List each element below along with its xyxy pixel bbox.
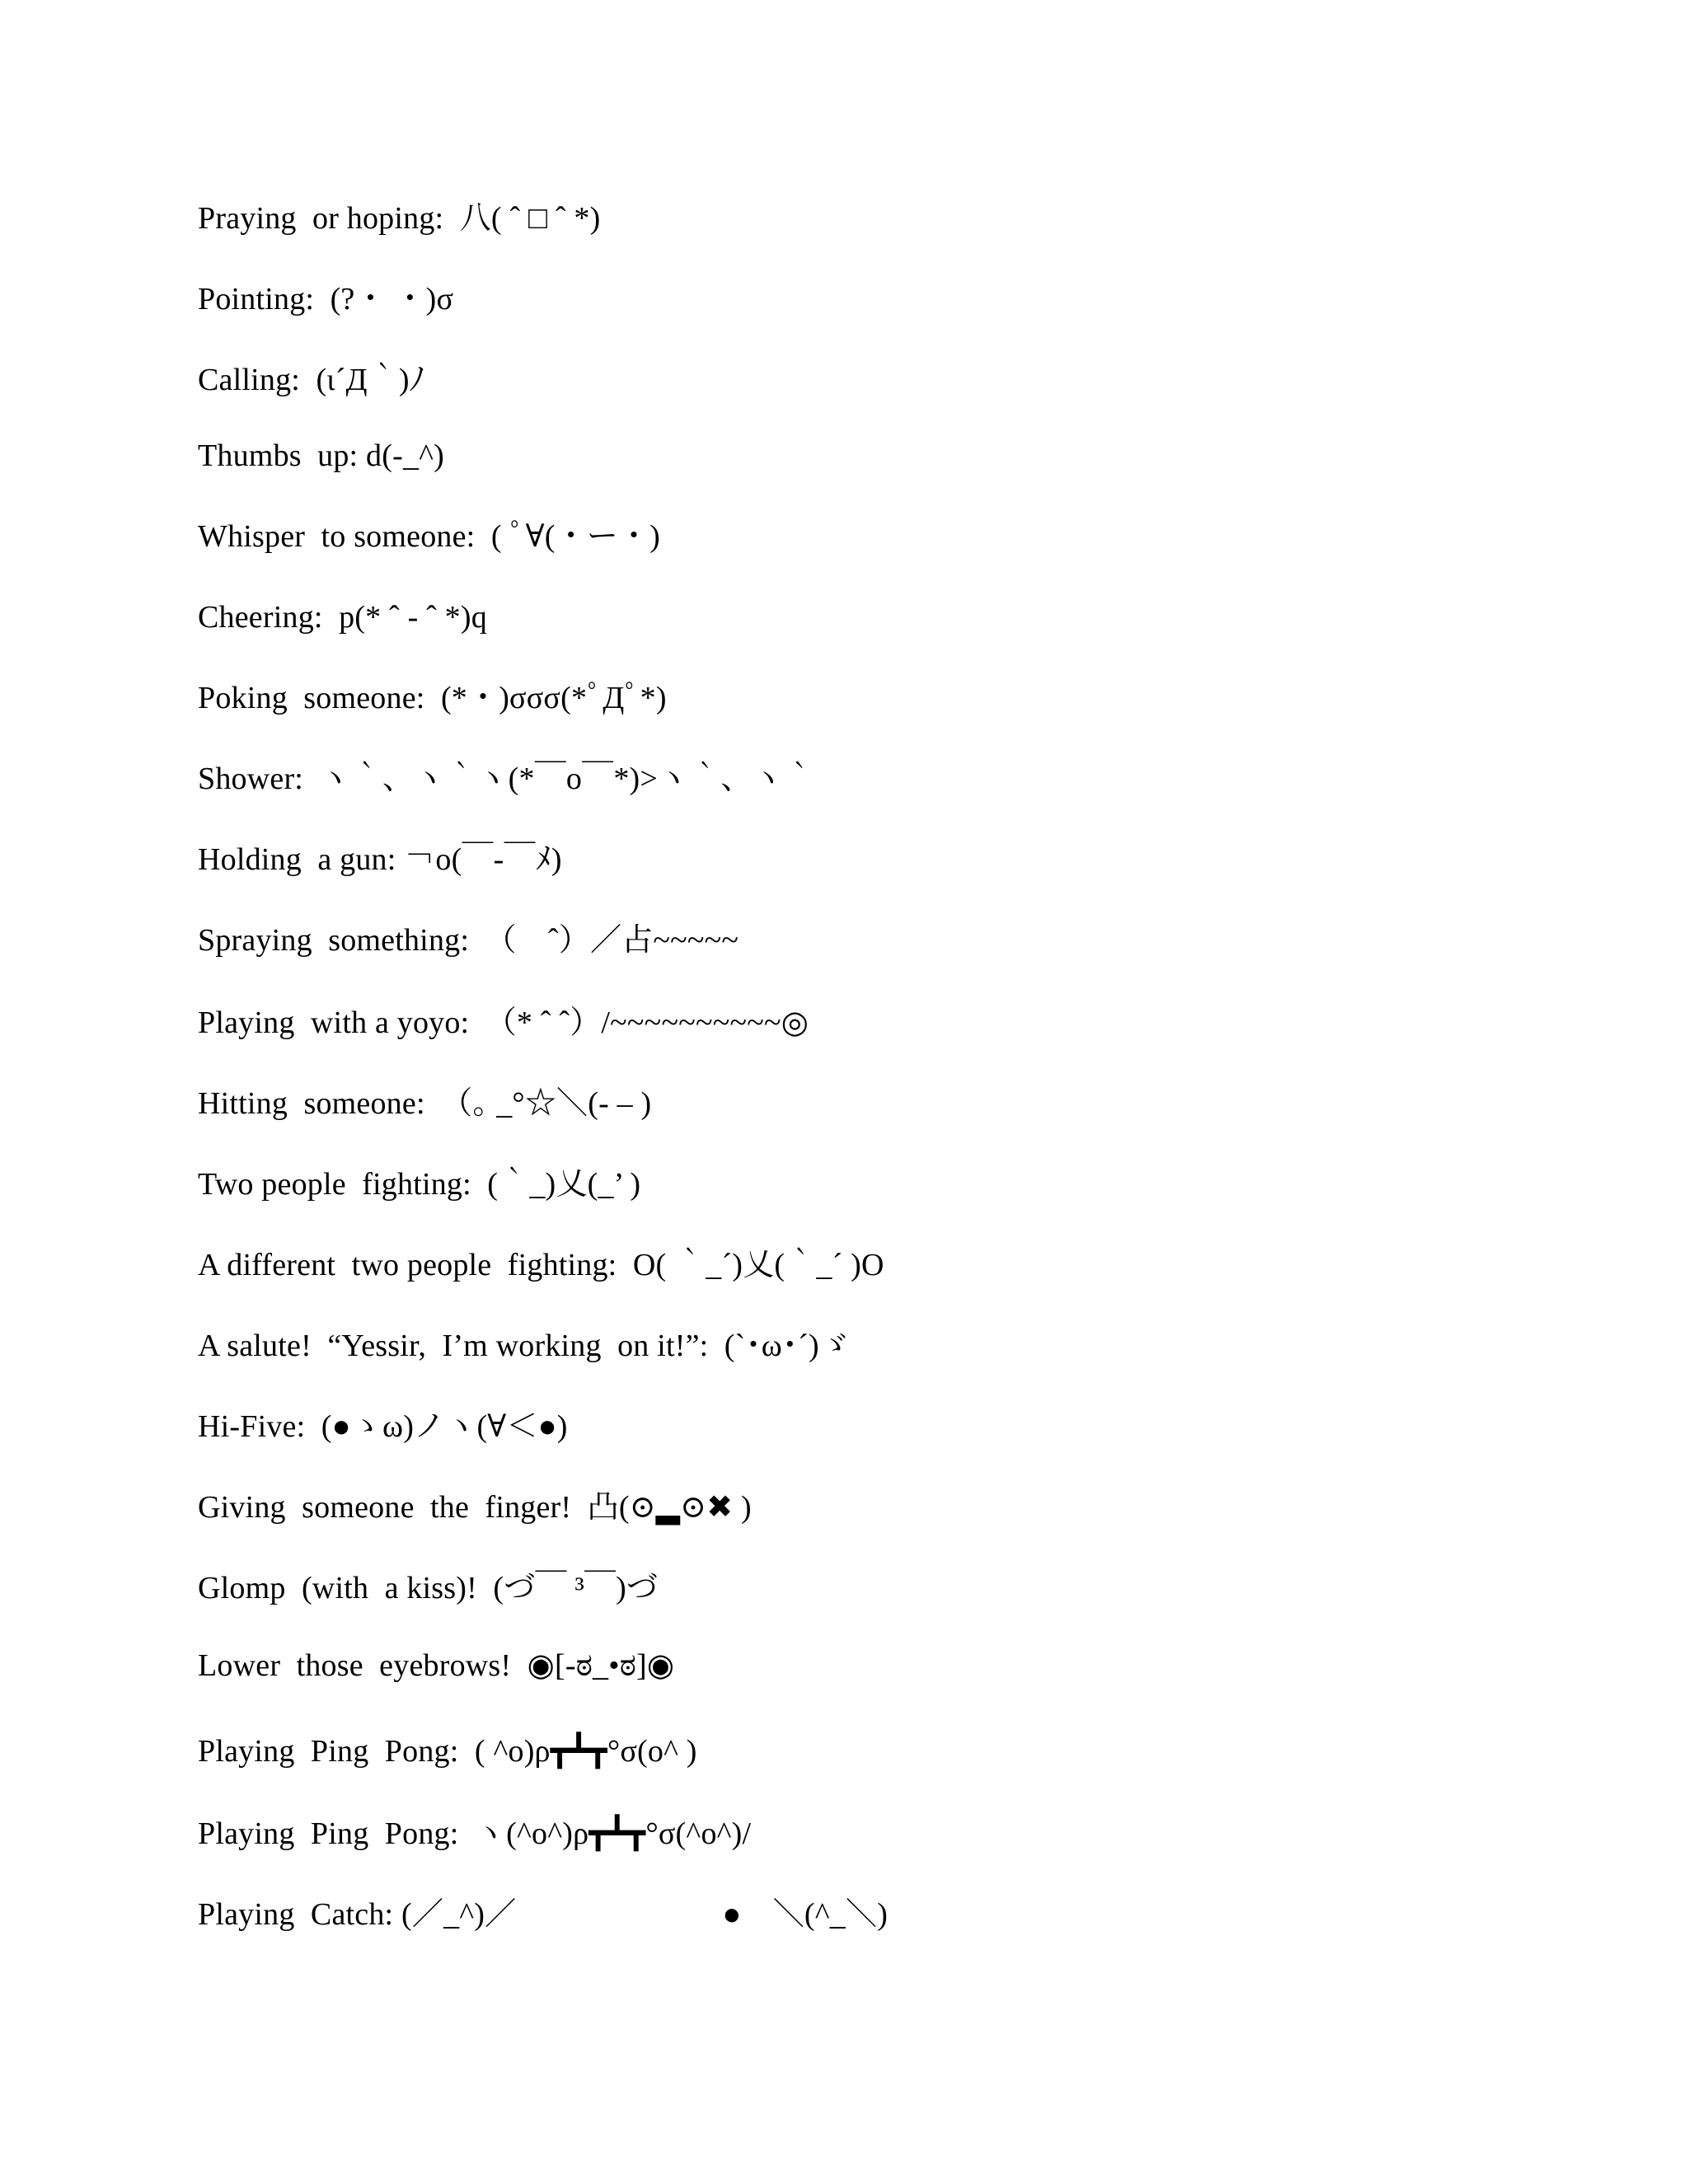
emoticon-left: (／_^)／ xyxy=(401,1897,517,1932)
line-catch xyxy=(198,1896,888,1933)
line-finger xyxy=(198,1488,752,1526)
emoticon: (*・)σσσ(*ﾟДﾟ*) xyxy=(440,681,667,715)
label: Playing Ping Pong: xyxy=(198,1734,459,1769)
emoticon: ( ^o)ρ┳┻┳°σ(o^ ) xyxy=(474,1734,697,1769)
line-cheering xyxy=(198,598,487,636)
label: Playing Catch: xyxy=(198,1897,394,1932)
label: Giving someone the finger! xyxy=(198,1490,572,1525)
line-praying xyxy=(198,199,600,237)
emoticon: 八( ˆ □ ˆ *) xyxy=(459,201,601,236)
label: Thumbs up: xyxy=(198,438,359,473)
label: Hitting someone: xyxy=(198,1086,425,1121)
line-glomp xyxy=(198,1569,658,1607)
emoticon: ￢o(￣-￣ﾒ) xyxy=(404,842,562,877)
label: Playing Ping Pong: xyxy=(198,1816,459,1851)
line-ping-pong-1 xyxy=(198,1732,697,1770)
label: Lower those eyebrows! xyxy=(198,1648,512,1683)
emoticon: 凸(⊙▂⊙✖ ) xyxy=(587,1490,752,1525)
emoticon: (｀_)乂(_’ ) xyxy=(487,1167,641,1202)
label: Praying or hoping: xyxy=(198,201,444,236)
line-poking xyxy=(198,679,667,717)
line-different-fighting xyxy=(198,1246,884,1284)
line-whisper xyxy=(198,518,660,555)
emoticon: O( ｀_´)乂(｀_´ )O xyxy=(632,1248,884,1282)
emoticon: d(-_^) xyxy=(366,438,445,473)
label: A different two people fighting: xyxy=(198,1248,617,1282)
emoticon: (?・ ・)σ xyxy=(330,282,454,316)
emoticon-right: ● ＼(^_＼) xyxy=(722,1897,889,1932)
label: Cheering: xyxy=(198,600,323,635)
emoticon: （ ˆ）／占~~~~~ xyxy=(485,923,739,958)
emoticon: (づ￣ ³￣)づ xyxy=(493,1571,659,1605)
line-salute xyxy=(198,1327,851,1365)
line-thumbs-up xyxy=(198,437,444,475)
line-hitting xyxy=(198,1085,651,1122)
line-pointing xyxy=(198,280,453,318)
line-ping-pong-2 xyxy=(198,1815,751,1853)
label: Glomp (with a kiss)! xyxy=(198,1571,477,1605)
emoticon: ( ﾟ∀(・ー・) xyxy=(490,519,661,554)
line-holding-gun xyxy=(198,841,562,879)
label: Holding a gun: xyxy=(198,842,396,877)
line-yoyo xyxy=(198,1004,809,1042)
emoticon: （｡ _°☆＼(- – ) xyxy=(441,1086,652,1121)
line-hi-five xyxy=(198,1408,568,1446)
label: Whisper to someone: xyxy=(198,519,476,554)
label: Shower: xyxy=(198,762,304,796)
line-calling xyxy=(198,361,425,399)
label: Spraying something: xyxy=(198,923,470,958)
label: Hi-Five: xyxy=(198,1409,306,1444)
emoticon: (ι´Д｀)ﾉ xyxy=(316,363,425,397)
emoticon: (●ゝω)ノヽ(∀＜●) xyxy=(321,1409,568,1444)
label: Playing with a yoyo: xyxy=(198,1005,470,1040)
emoticon: ヽ(^o^)ρ┳┻┳°σ(^o^)/ xyxy=(474,1816,752,1851)
emoticon: （* ˆ ˆ）/~~~~~~~~~~◎ xyxy=(485,1005,809,1040)
emoticon: p(* ˆ - ˆ *)q xyxy=(339,600,487,635)
label: Calling: xyxy=(198,363,301,397)
line-spraying xyxy=(198,921,738,959)
line-shower xyxy=(198,760,815,798)
emoticon: ヽ｀、ヽ｀ヽ(*￣o￣*)>ヽ｀、ヽ｀ xyxy=(319,762,816,796)
emoticon: (`･ω･´)ゞ xyxy=(724,1329,851,1363)
line-eyebrows xyxy=(198,1647,674,1685)
label: A salute! “Yessir, I’m working on it!”: xyxy=(198,1329,709,1363)
line-two-people-fighting xyxy=(198,1165,640,1203)
emoticon: ◉[-ಠ_•ಠ]◉ xyxy=(527,1648,675,1683)
label: Two people fighting: xyxy=(198,1167,471,1202)
label: Poking someone: xyxy=(198,681,425,715)
label: Pointing: xyxy=(198,282,315,316)
